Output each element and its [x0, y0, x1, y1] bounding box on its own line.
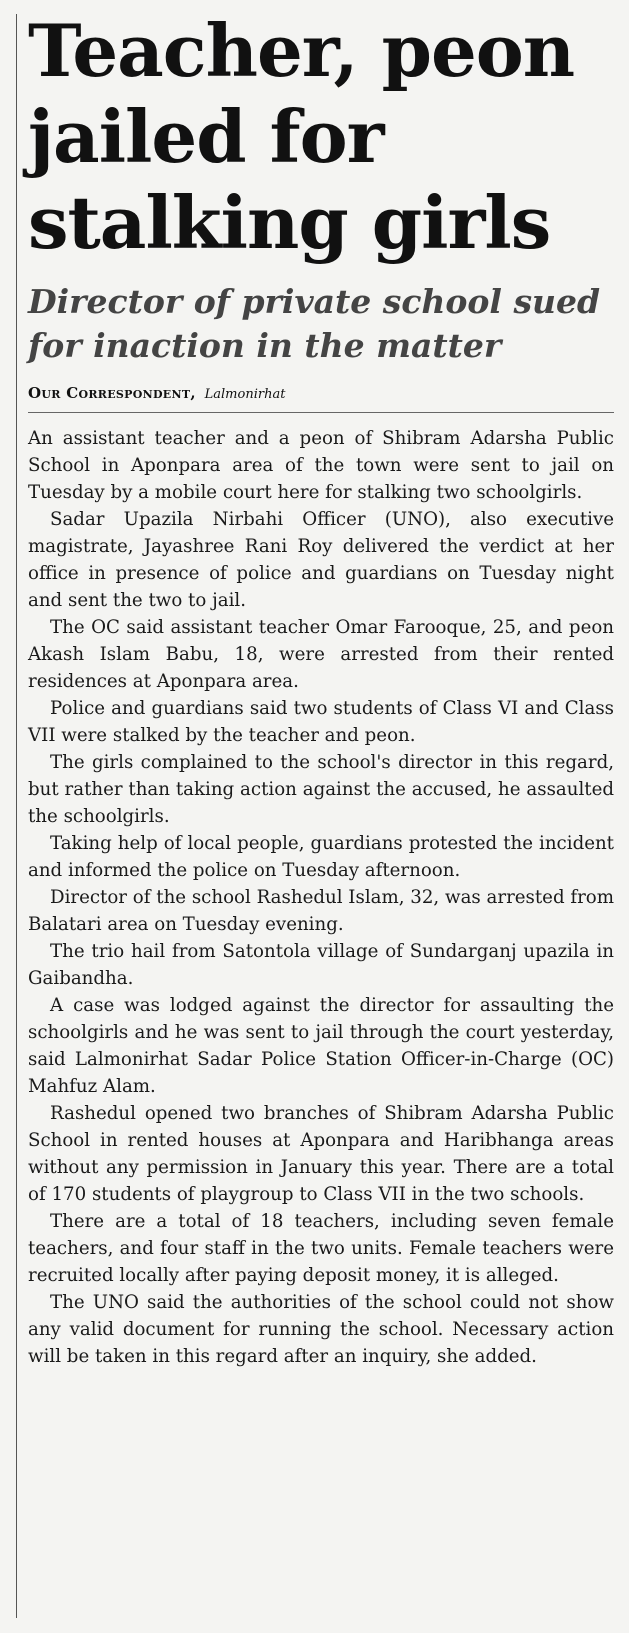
- paragraph: Director of the school Rashedul Islam, 32, was arrested from Balatari area on Tuesday evening.: [28, 887, 614, 935]
- paragraph: Sadar Upazila Nirbahi Officer (UNO), also executive magistrate, Jayashree Rani Roy delivered the verdict at her office in presence of police and guardians on Tuesday night and sent the two to jail.: [28, 509, 614, 611]
- paragraph: Taking help of local people, guardians protested the incident and informed the police on Tuesday afternoon.: [28, 833, 614, 881]
- byline: [28, 384, 614, 413]
- paragraph: There are a total of 18 teachers, including seven female teachers, and four staff in the two units. Female teachers were recruited locally after paying deposit money, it is alleged.: [28, 1211, 614, 1286]
- paragraph: Police and guardians said two students of Class VI and Class VII were stalked by the teacher and peon.: [28, 698, 614, 746]
- subheadline: Director of private school sued for inaction in the matter: [28, 282, 601, 365]
- paragraph: The girls complained to the school's director in this regard, but rather than taking action against the accused, he assaulted the schoolgirls.: [28, 752, 614, 827]
- column-rule: [16, 14, 17, 1618]
- byline-location: Lalmonirhat: [204, 387, 286, 402]
- byline-author: Our Correspondent,: [28, 384, 196, 402]
- paragraph: Rashedul opened two branches of Shibram Adarsha Public School in rented houses at Aponpara and Haribhanga areas without any permission in January this year. There are a total of 170 students of playgroup to Class VII in the two schools.: [28, 1103, 614, 1205]
- headline: Teacher, peon jailed for stalking girls: [28, 8, 575, 265]
- paragraph: The UNO said the authorities of the school could not show any valid document for running the school. Necessary action will be taken in this regard after an inquiry, she added.: [28, 1292, 614, 1367]
- paragraph: An assistant teacher and a peon of Shibram Adarsha Public School in Aponpara area of the town were sent to jail on Tuesday by a mobile court here for stalking two schoolgirls.: [28, 428, 614, 503]
- paragraph: The trio hail from Satontola village of Sundarganj upazila in Gaibandha.: [28, 941, 614, 989]
- paragraph: A case was lodged against the director for assaulting the schoolgirls and he was sent to jail through the court yesterday, said Lalmonirhat Sadar Police Station Officer-in-Charge (OC) Mahfuz Alam.: [28, 995, 614, 1097]
- news-article: [28, 8, 614, 1370]
- paragraph: The OC said assistant teacher Omar Farooque, 25, and peon Akash Islam Babu, 18, were arrested from their rented residences at Aponpara area.: [28, 617, 614, 692]
- article-body: [28, 425, 614, 1370]
